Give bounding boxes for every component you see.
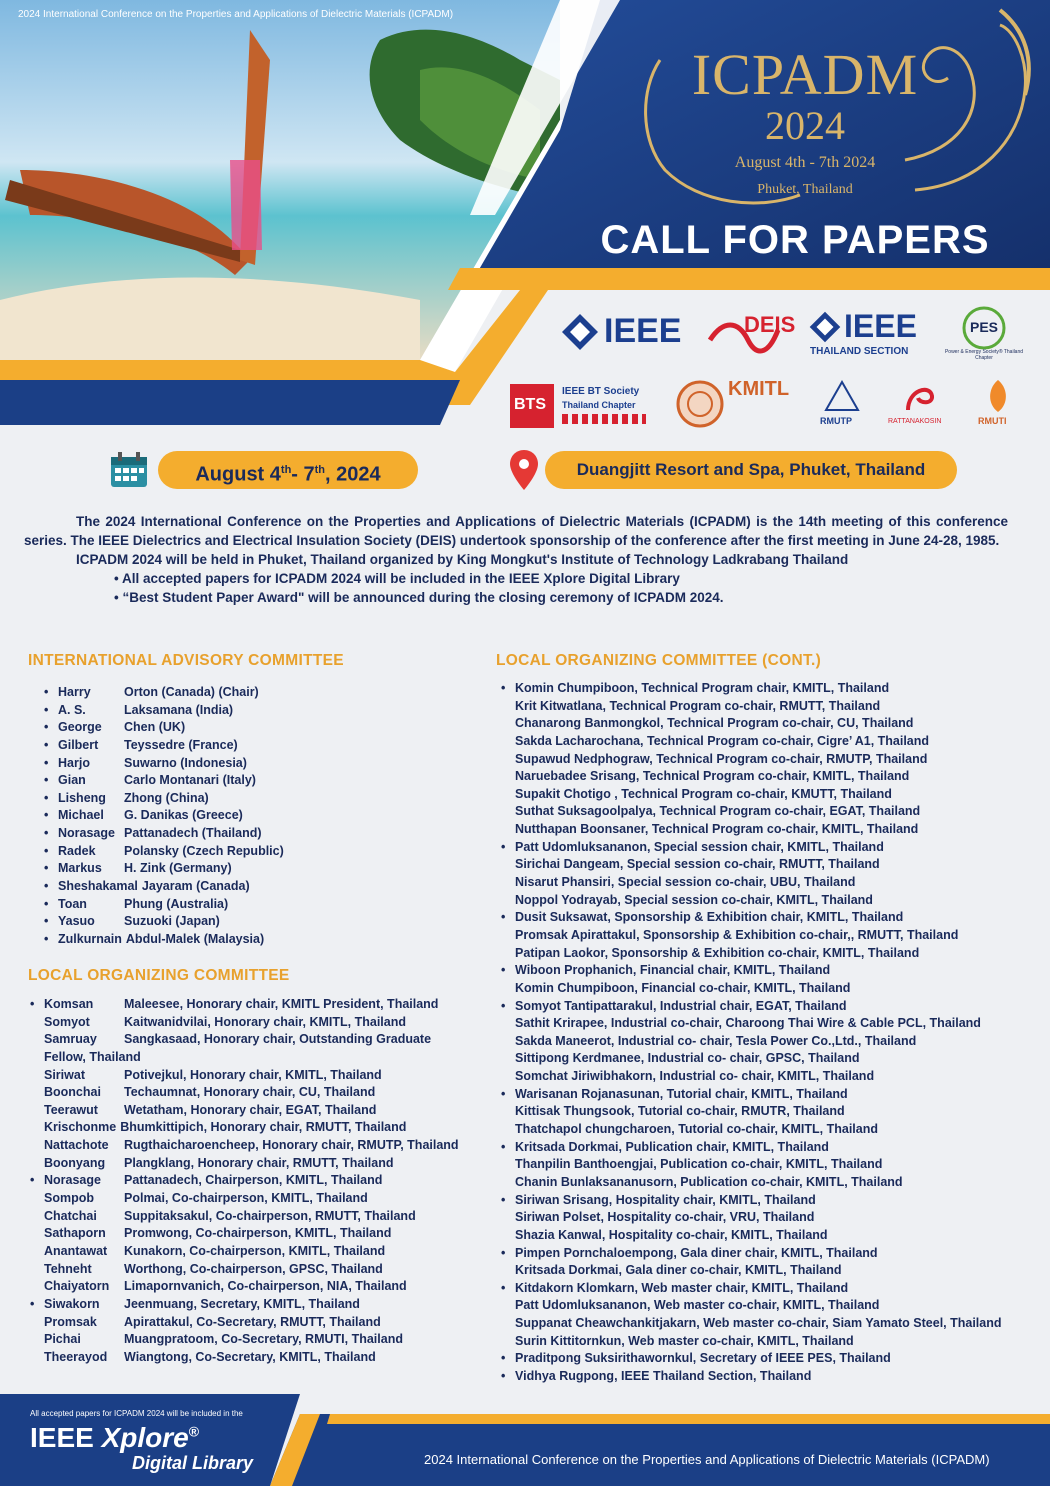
member-first-name: Yasuo bbox=[58, 914, 95, 929]
committee-row bbox=[58, 684, 478, 702]
committee-row: Chanin Bunlaksananusorn, Publication co-chair, KMITL, Thailand bbox=[515, 1174, 903, 1189]
committee-row bbox=[58, 755, 478, 773]
member-details: Kunakorn, Co-chairperson, KMITL, Thailand bbox=[124, 1243, 386, 1258]
member-details: Wiangtong, Co-Secretary, KMITL, Thailand bbox=[124, 1349, 376, 1364]
member-details: Jeenmuang, Secretary, KMITL, Thailand bbox=[124, 1296, 360, 1311]
member-first-name: Nattachote bbox=[44, 1138, 109, 1153]
member-details: Suppitaksakul, Co-chairperson, RMUTT, Thailand bbox=[124, 1208, 416, 1223]
call-for-papers-heading: CALL FOR PAPERS bbox=[600, 218, 990, 262]
committee-row: Patt Udomluksananon, Web master co-chair, KMITL, Thailand bbox=[515, 1298, 880, 1313]
member-first-name: Norasage bbox=[58, 826, 115, 841]
member-details: Teyssedre (France) bbox=[124, 737, 238, 752]
committee-row bbox=[44, 1119, 484, 1137]
member-details: Orton (Canada) (Chair) bbox=[124, 685, 259, 699]
logo-year: 2024 bbox=[765, 103, 845, 148]
member-details: Plangklang, Honorary chair, RMUTT, Thailand bbox=[124, 1155, 394, 1170]
sponsor-rmutp-logo: RMUTP bbox=[816, 380, 868, 430]
footer-conference-title: 2024 International Conference on the Properties and Applications of Dielectric Materials (ICPADM) bbox=[424, 1452, 990, 1467]
member-details: Sangkasaad, Honorary chair, Outstanding Graduate bbox=[124, 1032, 432, 1047]
committee-row bbox=[58, 896, 478, 914]
sponsor-ieee-logo: IEEE bbox=[560, 312, 700, 352]
committee-row bbox=[44, 1261, 484, 1279]
member-details: Polansky (Czech Republic) bbox=[124, 843, 284, 858]
member-details: Abdul-Malek (Malaysia) bbox=[125, 931, 265, 946]
member-first-name: Michael bbox=[58, 808, 104, 823]
rmuti-emblem-icon bbox=[983, 378, 1013, 414]
sponsor-rmuti-logo: RMUTI bbox=[976, 378, 1020, 430]
member-details: Potivejkul, Honorary chair, KMITL, Thailand bbox=[124, 1067, 382, 1082]
committee-row: • Somyot Tantipattarakul, Industrial chair, EGAT, Thailand bbox=[515, 998, 1045, 1016]
intro-bullet-1: • All accepted papers for ICPADM 2024 will be included in the IEEE Xplore Digital Library bbox=[114, 571, 680, 586]
committee-row: Thatchapol chungcharoen, Tutorial co-chair, KMITL, Thailand bbox=[515, 1122, 878, 1137]
member-first-name: Harry bbox=[58, 685, 91, 699]
committee-row bbox=[44, 1049, 484, 1067]
committee-row bbox=[44, 1137, 484, 1155]
member-first-name: Somyot bbox=[44, 1014, 90, 1029]
member-first-name: Teerawut bbox=[44, 1102, 98, 1117]
member-first-name: Theerayod bbox=[44, 1349, 108, 1364]
committee-row: • Kritsada Dorkmai, Publication chair, KMITL, Thailand bbox=[515, 1139, 1045, 1157]
intro-bullet-2: • “Best Student Paper Award" will be announced during the closing ceremony of ICPADM 2024. bbox=[114, 590, 724, 605]
committee-row: Shazia Kanwal, Hospitality co-chair, KMITL, Thailand bbox=[515, 1227, 828, 1242]
sponsor-bts-logo: BTS IEEE BT Society Thailand Chapter bbox=[510, 384, 650, 428]
committee-row: Supawud Nedphograw, Technical Program co-chair, RMUTP, Thailand bbox=[515, 751, 928, 766]
committee-row: Kittisak Thungsook, Tutorial co-chair, RMUTR, Thailand bbox=[515, 1104, 845, 1119]
committee-row bbox=[44, 1014, 484, 1032]
committee-row: Nisarut Phansiri, Special session co-chair, UBU, Thailand bbox=[515, 875, 856, 890]
committee-row bbox=[58, 737, 478, 755]
advisory-committee-list bbox=[58, 684, 478, 949]
committee-row bbox=[44, 1243, 484, 1261]
committee-row bbox=[58, 931, 478, 949]
member-details: Techaumnat, Honorary chair, CU, Thailand bbox=[124, 1085, 376, 1100]
committee-row bbox=[58, 843, 478, 861]
member-details: Chen (UK) bbox=[124, 720, 186, 735]
committee-row bbox=[44, 1067, 484, 1085]
member-details: Rugthaicharoencheep, Honorary chair, RMUTP, Thailand bbox=[124, 1138, 459, 1153]
member-first-name: Komsan bbox=[44, 997, 94, 1011]
member-details: Muangpratoom, Co-Secretary, RMUTI, Thailand bbox=[124, 1332, 403, 1347]
committee-row: Nutthapan Boonsaner, Technical Program co-chair, KMITL, Thailand bbox=[515, 822, 919, 837]
committee-row bbox=[58, 860, 478, 878]
committee-row: Krit Kitwatlana, Technical Program co-chair, RMUTT, Thailand bbox=[515, 698, 881, 713]
committee-row bbox=[44, 1208, 484, 1226]
member-first-name: Gian bbox=[58, 773, 86, 788]
sponsor-pes-logo: PES Power & Energy Society® Thailand Chapter bbox=[944, 305, 1024, 363]
committee-row bbox=[44, 1314, 484, 1332]
committee-row: Patipan Laokor, Sponsorship & Exhibition co-chair, KMITL, Thailand bbox=[515, 945, 920, 960]
committee-row bbox=[44, 1331, 484, 1349]
committee-row bbox=[44, 1155, 484, 1173]
event-venue-pill: Duangjitt Resort and Spa, Phuket, Thailand bbox=[545, 451, 957, 489]
advisory-committee-title: INTERNATIONAL ADVISORY COMMITTEE bbox=[28, 652, 344, 669]
sponsor-deis-logo: DEIS bbox=[708, 310, 798, 360]
member-first-name: Siriwat bbox=[44, 1067, 85, 1082]
member-first-name: Gilbert bbox=[58, 737, 99, 752]
member-first-name: Radek bbox=[58, 843, 96, 858]
member-first-name: Boonyang bbox=[44, 1155, 106, 1170]
committee-row bbox=[58, 790, 478, 808]
member-details: Apirattakul, Co-Secretary, RMUTT, Thailand bbox=[124, 1314, 381, 1329]
committee-row: • Praditpong Suksirithawornkul, Secretary of IEEE PES, Thailand bbox=[515, 1350, 1045, 1368]
committee-row: • Patt Udomluksananon, Special session chair, KMITL, Thailand bbox=[515, 839, 1045, 857]
logo-place: Phuket, Thailand bbox=[757, 182, 853, 197]
committee-row: Kritsada Dorkmai, Gala diner co-chair, KMITL, Thailand bbox=[515, 1263, 842, 1278]
member-details: Pattanadech, Chairperson, KMITL, Thailand bbox=[124, 1173, 383, 1188]
committee-row: • Vidhya Rugpong, IEEE Thailand Section, Thailand bbox=[515, 1368, 1045, 1386]
member-details: Phung (Australia) bbox=[124, 896, 229, 911]
committee-row: Sathit Krirapee, Industrial co-chair, Charoong Thai Wire & Cable PCL, Thailand bbox=[515, 1016, 981, 1031]
committee-row bbox=[44, 1172, 484, 1190]
committee-row bbox=[44, 1031, 484, 1049]
member-first-name: Samruay bbox=[44, 1032, 97, 1047]
digital-library-label: Digital Library bbox=[132, 1453, 254, 1473]
sponsor-ieee-thailand-logo: IEEE THAILAND SECTION bbox=[810, 308, 917, 357]
committee-row: • Pimpen Pornchaloempong, Gala diner chair, KMITL, Thailand bbox=[515, 1245, 1045, 1263]
member-first-name: Norasage bbox=[44, 1173, 101, 1188]
member-first-name: Boonchai bbox=[44, 1085, 101, 1100]
member-first-name: Siwakorn bbox=[44, 1296, 100, 1311]
committee-row bbox=[58, 878, 478, 896]
member-details: Zhong (China) bbox=[124, 790, 209, 805]
member-first-name: Markus bbox=[58, 861, 102, 876]
committee-row bbox=[44, 1084, 484, 1102]
committee-row: Somchat Jiriwibhakorn, Industrial co- chair, KMITL, Thailand bbox=[515, 1069, 875, 1084]
committee-row: • Wiboon Prophanich, Financial chair, KMITL, Thailand bbox=[515, 962, 1045, 980]
rattanakosin-emblem-icon bbox=[900, 380, 940, 416]
local-committee-cont-list bbox=[515, 680, 1045, 1386]
member-details: H. Zink (Germany) bbox=[124, 861, 232, 876]
committee-row bbox=[58, 807, 478, 825]
member-details: Promwong, Co-chairperson, KMITL, Thailand bbox=[124, 1226, 392, 1241]
committee-row: Sakda Lacharochana, Technical Program co-chair, Cigre’ A1, Thailand bbox=[515, 733, 930, 748]
committee-row bbox=[58, 913, 478, 931]
committee-row: Sittipong Kerdmanee, Industrial co- chair, GPSC, Thailand bbox=[515, 1051, 860, 1066]
committee-row: • Siriwan Srisang, Hospitality chair, KMITL, Thailand bbox=[515, 1192, 1045, 1210]
committee-row bbox=[58, 825, 478, 843]
member-first-name: Chaiyatorn bbox=[44, 1279, 110, 1294]
ieee-diamond-icon bbox=[560, 312, 600, 352]
intro-text bbox=[24, 512, 1008, 607]
committee-row: Naruebadee Srisang, Technical Program co-chair, KMITL, Thailand bbox=[515, 769, 910, 784]
member-first-name: Toan bbox=[58, 896, 87, 911]
member-details: Suwarno (Indonesia) bbox=[124, 755, 247, 770]
member-first-name: A. S. bbox=[58, 702, 86, 717]
member-first-name: Pichai bbox=[44, 1332, 81, 1347]
member-details: Wetatham, Honorary chair, EGAT, Thailand bbox=[124, 1102, 377, 1117]
blue-band bbox=[0, 380, 460, 425]
member-details: G. Danikas (Greece) bbox=[124, 808, 243, 823]
ieee-xplore-logo: IEEE Xplore® bbox=[30, 1422, 200, 1453]
member-details: Bhumkittipich, Honorary chair, RMUTT, Thailand bbox=[120, 1120, 407, 1135]
committee-row: Suthat Suksagoolpalya, Technical Program co-chair, EGAT, Thailand bbox=[515, 804, 921, 819]
member-details: Worthong, Co-chairperson, GPSC, Thailand bbox=[124, 1261, 383, 1276]
intro-paragraph-1: The 2024 International Conference on the Properties and Applications of Dielectric Materials (ICPADM) is the 14th meeting of this conference series. The IEEE Dielectrics and Electrical Insulation Society (DEIS) undertook sponsorship of the conference after the first meeting in June 24-28, 1985. bbox=[24, 514, 1008, 548]
committee-row bbox=[58, 719, 478, 737]
committee-row: Thanpilin Banthoengjai, Publication co-chair, KMITL, Thailand bbox=[515, 1157, 883, 1172]
member-details: Jayaram (Canada) bbox=[141, 879, 250, 894]
member-first-name: Chatchai bbox=[44, 1208, 97, 1223]
rmutp-emblem-icon bbox=[822, 380, 862, 414]
committee-row bbox=[58, 772, 478, 790]
local-committee-list bbox=[44, 996, 484, 1366]
member-first-name: Sompob bbox=[44, 1191, 94, 1206]
committee-row: Promsak Apirattakul, Sponsorship & Exhibition co-chair,, RMUTT, Thailand bbox=[515, 927, 959, 942]
member-details: Limapornvanich, Co-chairperson, NIA, Thailand bbox=[124, 1279, 407, 1294]
member-first-name: Promsak bbox=[44, 1314, 97, 1329]
committee-row bbox=[58, 702, 478, 720]
committee-row bbox=[44, 1349, 484, 1367]
committee-row bbox=[44, 1102, 484, 1120]
intro-paragraph-2: ICPADM 2024 will be held in Phuket, Thailand organized by King Mongkut's Institute of Technology Ladkrabang Thailand bbox=[76, 552, 849, 567]
logo-dates: August 4th - 7th 2024 bbox=[734, 154, 876, 171]
committee-row: • Dusit Suksawat, Sponsorship & Exhibition chair, KMITL, Thailand bbox=[515, 909, 1045, 927]
kmitl-seal-icon bbox=[676, 380, 724, 428]
committee-row bbox=[44, 1278, 484, 1296]
location-pin-icon bbox=[510, 450, 538, 490]
footer-xplore-note: All accepted papers for ICPADM 2024 will be included in the bbox=[30, 1409, 243, 1418]
member-details: Suzuoki (Japan) bbox=[124, 914, 220, 929]
committee-row: • Komin Chumpiboon, Technical Program chair, KMITL, Thailand bbox=[515, 680, 1045, 698]
member-first-name: Tehneht bbox=[44, 1261, 92, 1276]
committee-row: Siriwan Polset, Hospitality co-chair, VRU, Thailand bbox=[515, 1210, 815, 1225]
committee-row: Suppanat Cheawchankitjakarn, Web master co-chair, Siam Yamato Steel, Thailand bbox=[515, 1316, 1002, 1331]
committee-row: Supakit Chotigo , Technical Program co-chair, KMUTT, Thailand bbox=[515, 786, 892, 801]
calendar-icon bbox=[110, 452, 148, 488]
member-first-name: Anantawat bbox=[44, 1243, 108, 1258]
committee-row bbox=[44, 1190, 484, 1208]
committee-row: Komin Chumpiboon, Financial co-chair, KMITL, Thailand bbox=[515, 980, 851, 995]
member-details: Pattanadech (Thailand) bbox=[124, 826, 262, 841]
member-first-name: Sathaporn bbox=[44, 1226, 106, 1241]
committee-row bbox=[44, 1296, 484, 1314]
committee-row: • Warisanan Rojanasunan, Tutorial chair, KMITL, Thailand bbox=[515, 1086, 1045, 1104]
committee-row: Surin Kittitornkun, Web master co-chair, KMITL, Thailand bbox=[515, 1333, 854, 1348]
committee-row: • Kitdakorn Klomkarn, Web master chair, KMITL, Thailand bbox=[515, 1280, 1045, 1298]
local-committee-cont-title: LOCAL ORGANIZING COMMITTEE (CONT.) bbox=[496, 652, 822, 669]
member-first-name: Fellow, Thailand bbox=[44, 1049, 141, 1064]
sponsor-rattanakosin-logo: RATTANAKOSIN bbox=[888, 380, 954, 430]
sponsor-kmitl-logo: KMITL bbox=[676, 378, 816, 430]
member-details: Polmai, Co-chairperson, KMITL, Thailand bbox=[124, 1191, 368, 1206]
member-first-name: Zulkurnain bbox=[58, 931, 122, 946]
member-details: Kaitwanidvilai, Honorary chair, KMITL, Thailand bbox=[124, 1014, 406, 1029]
ieee-diamond-icon bbox=[808, 310, 842, 344]
member-details: Carlo Montanari (Italy) bbox=[124, 773, 256, 788]
member-first-name: George bbox=[58, 720, 102, 735]
member-details: Maleesee, Honorary chair, KMITL President, Thailand bbox=[124, 997, 439, 1011]
committee-row bbox=[44, 1225, 484, 1243]
logo-title: ICPADM bbox=[691, 42, 919, 107]
committee-row bbox=[44, 996, 484, 1014]
member-first-name: Harjo bbox=[58, 755, 90, 770]
committee-row: Sirichai Dangeam, Special session co-chair, RMUTT, Thailand bbox=[515, 857, 880, 872]
committee-row: Chanarong Banmongkol, Technical Program co-chair, CU, Thailand bbox=[515, 716, 914, 731]
member-first-name: Sheshakamal bbox=[58, 879, 138, 894]
member-first-name: Lisheng bbox=[58, 790, 106, 805]
committee-row: Sakda Maneerot, Industrial co- chair, Tesla Power Co.,Ltd., Thailand bbox=[515, 1033, 917, 1048]
member-details: Laksamana (India) bbox=[124, 702, 234, 717]
local-committee-title: LOCAL ORGANIZING COMMITTEE bbox=[28, 967, 290, 984]
committee-row: Noppol Yodrayab, Special session co-chair, KMITL, Thailand bbox=[515, 892, 873, 907]
member-first-name: Krischonme bbox=[44, 1120, 117, 1135]
event-date-pill: August 4th- 7th, 2024 bbox=[158, 451, 418, 489]
top-conference-line: 2024 International Conference on the Properties and Applications of Dielectric Materials (ICPADM) bbox=[18, 9, 454, 20]
